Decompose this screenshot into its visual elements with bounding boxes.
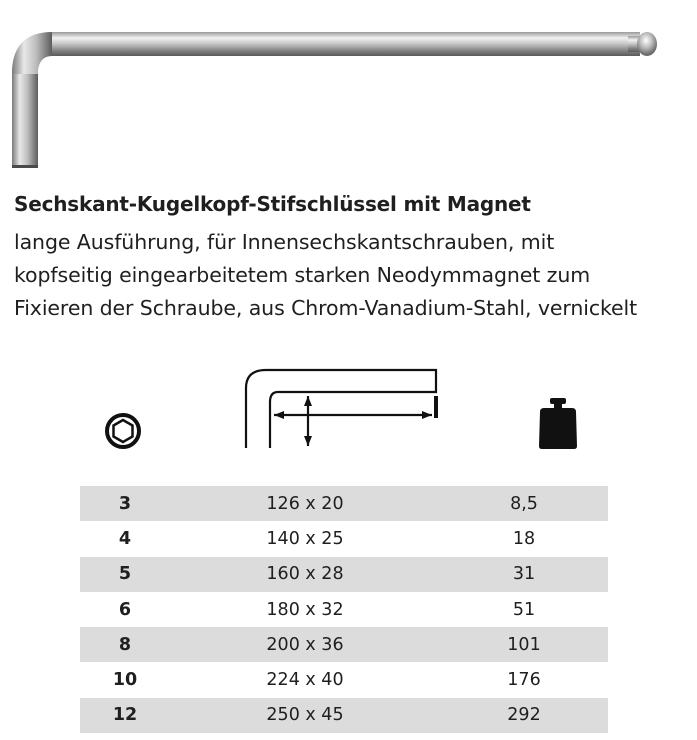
dimensions-cell: 180 x 32 [266,599,344,620]
description-line: kopfseitig eingearbeitetem starken Neodymmagnet zum [14,263,591,287]
size-cell: 5 [80,557,170,592]
size-cell: 4 [118,528,132,549]
table-row [80,592,608,627]
table-row [80,662,608,697]
hexagon-socket-icon [104,412,142,450]
dimensions-cell: 200 x 36 [170,627,440,662]
product-title: Sechskant-Kugelkopf-Stifschlüssel mit Magnet [14,192,531,216]
hex-key-product-image [0,0,697,180]
table-row [80,521,608,556]
table-row [80,627,608,662]
description-line: lange Ausführung, für Innensechskantschrauben, mit [14,230,555,254]
size-cell: 6 [118,599,132,620]
dimensions-cell: 250 x 45 [170,698,440,733]
size-cell: 3 [80,486,170,521]
size-cell: 12 [80,698,170,733]
weight-cell: 51 [512,599,536,620]
product-description [14,226,697,325]
weight-cell: 8,5 [440,486,608,521]
weight-icon [537,396,579,450]
weight-cell: 31 [440,557,608,592]
weight-cell: 292 [440,698,608,733]
dimensions-cell: 126 x 20 [170,486,440,521]
table-row [80,698,608,733]
table-row [80,557,608,592]
specs-table [80,486,608,733]
dimensions-cell: 224 x 40 [266,670,344,691]
description-line: Fixieren der Schraube, aus Chrom-Vanadium-Stahl, vernickelt [14,296,638,320]
size-cell: 10 [112,670,138,691]
dimensions-cell: 140 x 25 [266,528,344,549]
dimensions-cell: 160 x 28 [170,557,440,592]
weight-cell: 18 [512,528,536,549]
l-key-dimensions-icon [240,366,445,456]
size-cell: 8 [80,627,170,662]
table-row [80,486,608,521]
weight-cell: 101 [440,627,608,662]
weight-cell: 176 [507,670,541,691]
